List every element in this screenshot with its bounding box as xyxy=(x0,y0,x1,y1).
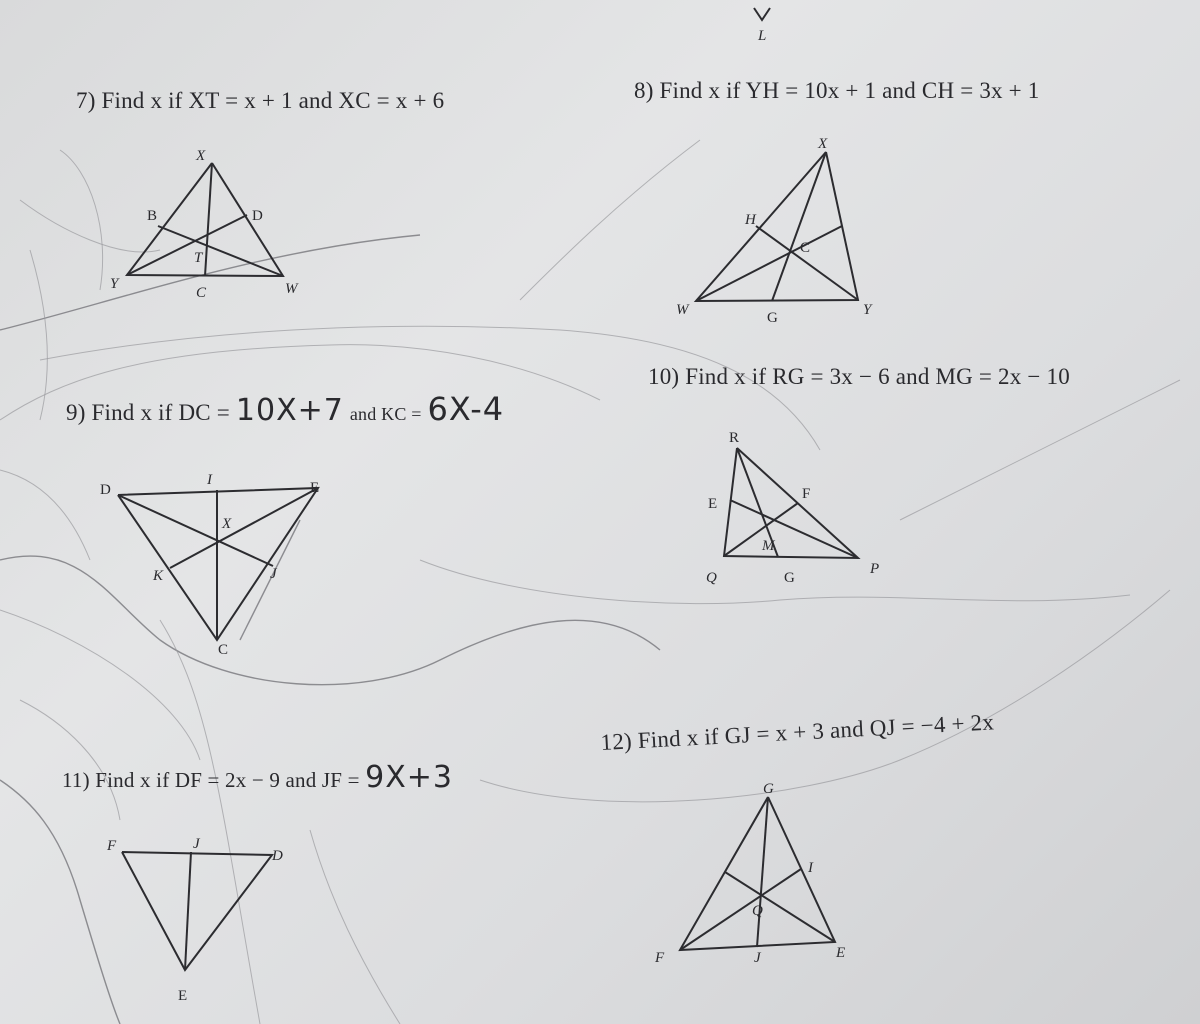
label-7-T: T xyxy=(194,250,203,266)
label-11-J: J xyxy=(193,836,200,852)
label-9-C: C xyxy=(218,642,229,658)
problem-9-printed: 9) Find x if DC = xyxy=(66,400,230,425)
problem-9-printed-2: and KC = xyxy=(349,404,422,424)
label-12-G: G xyxy=(763,781,774,797)
problem-7-text: 7) Find x if XT = x + 1 and XC = x + 6 xyxy=(76,88,445,113)
label-10-Q: Q xyxy=(706,570,717,586)
triangle-12 xyxy=(654,781,845,966)
triangle-10 xyxy=(706,430,879,586)
label-12-J: J xyxy=(754,950,761,966)
label-8-C: C xyxy=(800,240,811,256)
label-9-D: D xyxy=(100,482,111,498)
problem-12-text: 12) Find x if GJ = x + 3 and QJ = −4 + 2x xyxy=(600,709,995,755)
problem-11-text xyxy=(62,760,453,795)
problem-9-handwritten-kc: 6X-4 xyxy=(427,390,505,428)
problem-9-handwritten-dc: 10X+7 xyxy=(235,393,344,428)
triangle-8 xyxy=(676,8,873,326)
label-7-D: D xyxy=(252,208,263,224)
label-12-F: F xyxy=(655,950,665,966)
label-10-P: P xyxy=(870,561,880,577)
label-12-I: I xyxy=(808,860,813,876)
label-8-H: H xyxy=(745,212,756,228)
label-8-L: L xyxy=(758,28,767,44)
label-9-E: E xyxy=(310,480,320,496)
triangle-11 xyxy=(106,836,283,1004)
label-9-I: I xyxy=(207,472,212,488)
problem-9-text xyxy=(66,390,504,428)
label-7-W: W xyxy=(285,281,298,297)
label-12-E: E xyxy=(836,945,846,961)
label-8-Y: Y xyxy=(863,302,872,318)
triangle-9 xyxy=(100,472,319,658)
label-10-E: E xyxy=(708,496,718,512)
label-8-W: W xyxy=(676,302,689,318)
label-7-Y: Y xyxy=(110,276,119,292)
triangle-7 xyxy=(110,148,299,301)
problem-11-printed: 11) Find x if DF = 2x − 9 and JF = xyxy=(62,768,360,792)
label-8-X: X xyxy=(818,136,828,152)
label-12-Q: Q xyxy=(752,903,763,919)
label-10-R: R xyxy=(729,430,740,446)
label-7-C: C xyxy=(196,285,207,301)
label-9-J: J xyxy=(270,566,277,582)
label-9-X: X xyxy=(222,516,232,532)
label-7-B: B xyxy=(147,208,158,224)
label-9-K: K xyxy=(153,568,164,584)
problem-8-text: 8) Find x if YH = 10x + 1 and CH = 3x + 1 xyxy=(634,78,1040,103)
label-10-F: F xyxy=(802,486,811,502)
label-7-X: X xyxy=(196,148,206,164)
label-11-F: F xyxy=(107,838,117,854)
problem-10-text: 10) Find x if RG = 3x − 6 and MG = 2x − 10 xyxy=(648,364,1070,389)
problem-11-handwritten-jf: 9X+3 xyxy=(365,760,453,795)
label-10-M: M xyxy=(762,538,775,554)
label-11-E: E xyxy=(178,988,188,1004)
label-8-G: G xyxy=(767,310,778,326)
label-11-D: D xyxy=(272,848,283,864)
label-10-G: G xyxy=(784,570,795,586)
